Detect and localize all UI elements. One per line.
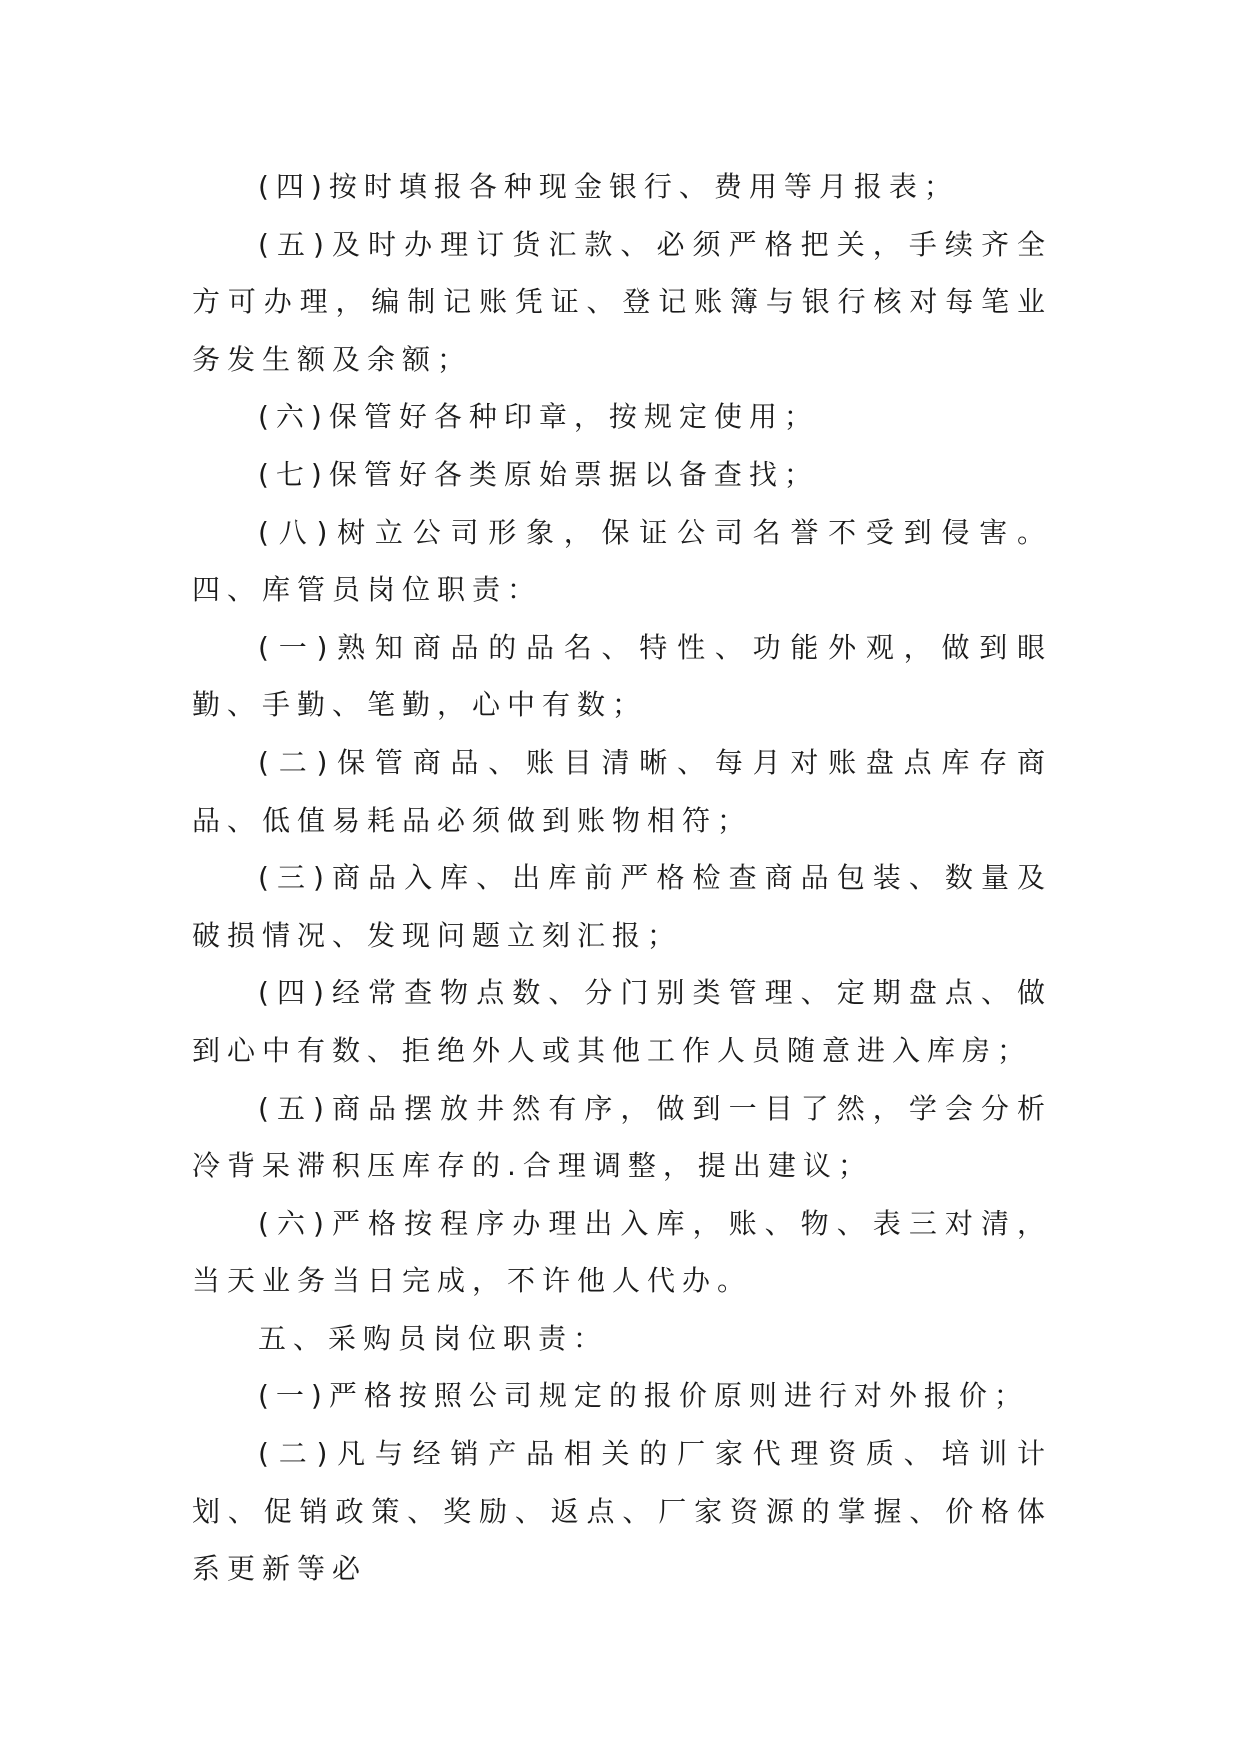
paragraph: (二)保管商品、账目清晰、每月对账盘点库存商品、低值易耗品必须做到账物相符；: [192, 745, 1052, 837]
paragraph: (四)按时填报各种现金银行、费用等月报表；: [258, 170, 959, 203]
section-heading: 五、采购员岗位职责：: [258, 1321, 609, 1355]
paragraph: (五)及时办理订货汇款、必须严格把关，手续齐全方可办理，编制记账凭证、登记账簿与银行核对每笔业务发生额及余额；: [192, 227, 1052, 376]
paragraph: (五)商品摆放井然有序，做到一目了然，学会分析冷背呆滞积压库存的.合理调整，提出建议；: [192, 1091, 1052, 1183]
paragraph: (六)严格按程序办理出入库，账、物、表三对清，当天业务当日完成，不许他人代办。: [192, 1206, 1052, 1298]
paragraph: (六)保管好各种印章，按规定使用；: [258, 400, 819, 434]
paragraph: (七)保管好各类原始票据以备查找；: [258, 457, 819, 491]
document-body: [192, 158, 1052, 1598]
paragraph: (一)严格按照公司规定的报价原则进行对外报价；: [258, 1379, 1029, 1413]
paragraph: (三)商品入库、出库前严格检查商品包装、数量及破损情况、发现问题立刻汇报；: [192, 861, 1052, 952]
paragraph: (二)凡与经销产品相关的厂家代理资质、培训计划、促销政策、奖励、返点、厂家资源的掌握、价格体系更新等必: [192, 1437, 1052, 1586]
paragraph: (八)树立公司形象，保证公司名誉不受到侵害。 四、库管员岗位职责：: [192, 515, 1052, 607]
paragraph: (一)熟知商品的品名、特性、功能外观，做到眼勤、手勤、笔勤，心中有数；: [192, 630, 1052, 722]
paragraph: (四)经常查物点数、分门别类管理、定期盘点、做到心中有数、拒绝外人或其他工作人员随意进入库房；: [192, 976, 1052, 1067]
